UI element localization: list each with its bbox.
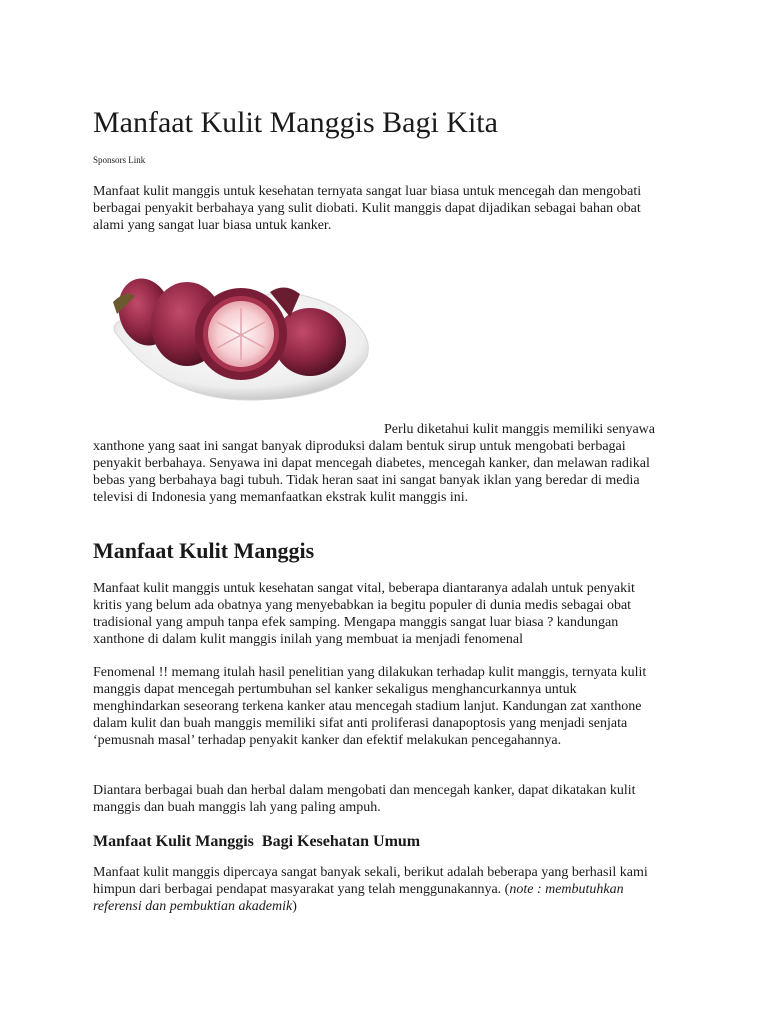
sponsors-link[interactable]: Sponsors Link	[93, 155, 146, 165]
section1-paragraph-3: Diantara berbagai buah dan herbal dalam mengobati dan mencegah kanker, dapat dikatakan kulit manggis dan buah manggis lah yang paling ampuh.	[93, 783, 636, 816]
section2-paragraph-text: Manfaat kulit manggis dipercaya sangat banyak sekali, berikut adalah beberapa yang berhasil kami himpun dari berbagai pendapat masyarakat yang telah menggunakannya. (	[93, 865, 648, 898]
xanthone-paragraph: Perlu diketahui kulit manggis memiliki senyawa xanthone yang saat ini sangat banyak diproduksi dalam bentuk sirup untuk mengobati berbagai penyakit berbahaya. Senyawa ini dapat mencegah diabetes, mencegah kanker, dan melawan radikal bebas yang berbahaya bagi tubuh. Tidak heran saat ini sangat banyak iklan yang beredar di media televisi di Indonesia yang memanfaatkan ekstrak kulit manggis ini.	[93, 422, 656, 506]
mangosteen-bowl-image	[105, 262, 395, 412]
section2-paragraph-close: )	[292, 899, 297, 915]
section2-paragraph-1	[93, 864, 663, 915]
section2-note: note : membutuhkan referensi dan pembuktian akademik	[93, 882, 624, 915]
intro-paragraph: Manfaat kulit manggis untuk kesehatan ternyata sangat luar biasa untuk mencegah dan mengobati berbagai penyakit berbahaya yang sulit diobati. Kulit manggis dapat dijadikan sebagai bahan obat alami yang sangat luar biasa untuk kanker.	[93, 184, 642, 234]
section-heading-manfaat: Manfaat Kulit Manggis	[93, 538, 315, 563]
section1-paragraph-2: Fenomenal !! memang itulah hasil penelitian yang dilakukan terhadap kulit manggis, ternyata kulit manggis dapat mencegah pertumbuhan sel kanker sekaligus menghancurkannya untuk menghindarkan seseorang terkena kanker atau mencegah stadium lanjut. Kandungan zat xanthone dalam kulit dan buah manggis memiliki sifat anti proliferasi danapoptosis yang menjadi senjata ‘pemusnah masal’ terhadap penyakit kanker dan efektif melakukan pencegahannya.	[93, 665, 647, 749]
section1-paragraph-1: Manfaat kulit manggis untuk kesehatan sangat vital, beberapa diantaranya adalah untuk penyakit kritis yang belum ada obatnya yang menyebabkan ia begitu populer di dunia medis sebagai obat tradisional yang ampuh tanpa efek samping. Mengapa manggis sangat luar biasa ? kandungan xanthone di dalam kulit manggis inilah yang membuat ia menjadi fenomenal	[93, 581, 635, 648]
article-title: Manfaat Kulit Manggis Bagi Kita	[93, 106, 498, 139]
section-heading-kesehatan-umum: Manfaat Kulit Manggis Bagi Kesehatan Umum	[93, 833, 421, 850]
